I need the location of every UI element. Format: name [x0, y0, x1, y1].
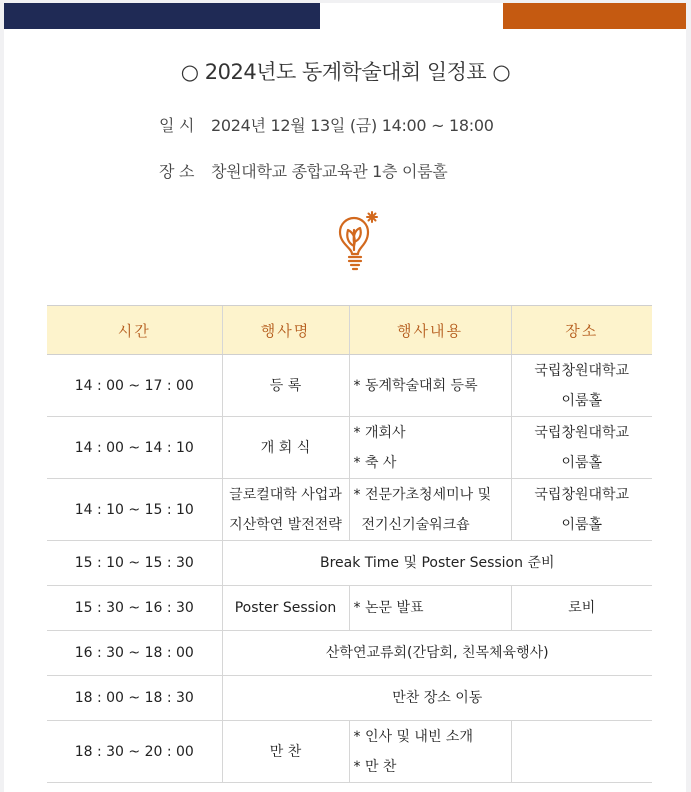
cell-place: 국립창원대학교 이룸홀: [511, 417, 652, 479]
place-value: 창원대학교 종합교육관 1층 이룸홀: [211, 162, 448, 181]
cell-merged: Break Time 및 Poster Session 준비: [222, 541, 652, 586]
table-header-row: [47, 306, 652, 355]
navy-header-bar: [4, 3, 320, 29]
cell-event: 개 회 식: [222, 417, 349, 479]
cell-place: 국립창원대학교 이룸홀: [511, 479, 652, 541]
cell-content: * 동계학술대회 등록: [349, 355, 511, 417]
schedule-table: [47, 305, 652, 783]
date-value: 2024년 12월 13일 (금) 14:00 ~ 18:00: [211, 116, 494, 135]
cell-content: * 인사 및 내빈 소개 * 만 찬: [349, 721, 511, 783]
cell-content: * 개회사 * 축 사: [349, 417, 511, 479]
cell-event: Poster Session: [222, 586, 349, 631]
cell-time: 14 : 00 ~ 14 : 10: [47, 417, 222, 479]
table-row: [47, 721, 652, 783]
table-row: [47, 417, 652, 479]
cell-time: 16 : 30 ~ 18 : 00: [47, 631, 222, 676]
header-time: 시간: [47, 306, 222, 355]
cell-time: 18 : 00 ~ 18 : 30: [47, 676, 222, 721]
cell-event: 등 록: [222, 355, 349, 417]
date-label: 일 시: [159, 116, 195, 135]
cell-time: 14 : 00 ~ 17 : 00: [47, 355, 222, 417]
cell-time: 18 : 30 ~ 20 : 00: [47, 721, 222, 783]
cell-merged: 산학연교류회(간담회, 친목체육행사): [222, 631, 652, 676]
cell-place: [511, 721, 652, 783]
table-row: [47, 631, 652, 676]
lightbulb-leaf-icon: [330, 208, 382, 272]
cell-time: 15 : 10 ~ 15 : 30: [47, 541, 222, 586]
date-info: [159, 113, 494, 136]
header-content: 행사내용: [349, 306, 511, 355]
table-row: [47, 355, 652, 417]
cell-content: * 전문가초청세미나 및 전기신기술워크숍: [349, 479, 511, 541]
table-row: [47, 586, 652, 631]
table-row: [47, 479, 652, 541]
cell-event: 만 찬: [222, 721, 349, 783]
table-row: [47, 541, 652, 586]
page-title: ○ 2024년도 동계학술대회 일정표 ○: [180, 60, 511, 84]
place-label: 장 소: [159, 162, 195, 181]
cell-event: 글로컬대학 사업과 지산학연 발전전략: [222, 479, 349, 541]
cell-merged: 만찬 장소 이동: [222, 676, 652, 721]
place-info: [159, 159, 447, 182]
table-row: [47, 676, 652, 721]
header-event: 행사명: [222, 306, 349, 355]
cell-place: 로비: [511, 586, 652, 631]
cell-content: * 논문 발표: [349, 586, 511, 631]
cell-time: 15 : 30 ~ 16 : 30: [47, 586, 222, 631]
header-place: 장소: [511, 306, 652, 355]
cell-place: 국립창원대학교 이룸홀: [511, 355, 652, 417]
orange-header-bar: [503, 3, 686, 29]
cell-time: 14 : 10 ~ 15 : 10: [47, 479, 222, 541]
